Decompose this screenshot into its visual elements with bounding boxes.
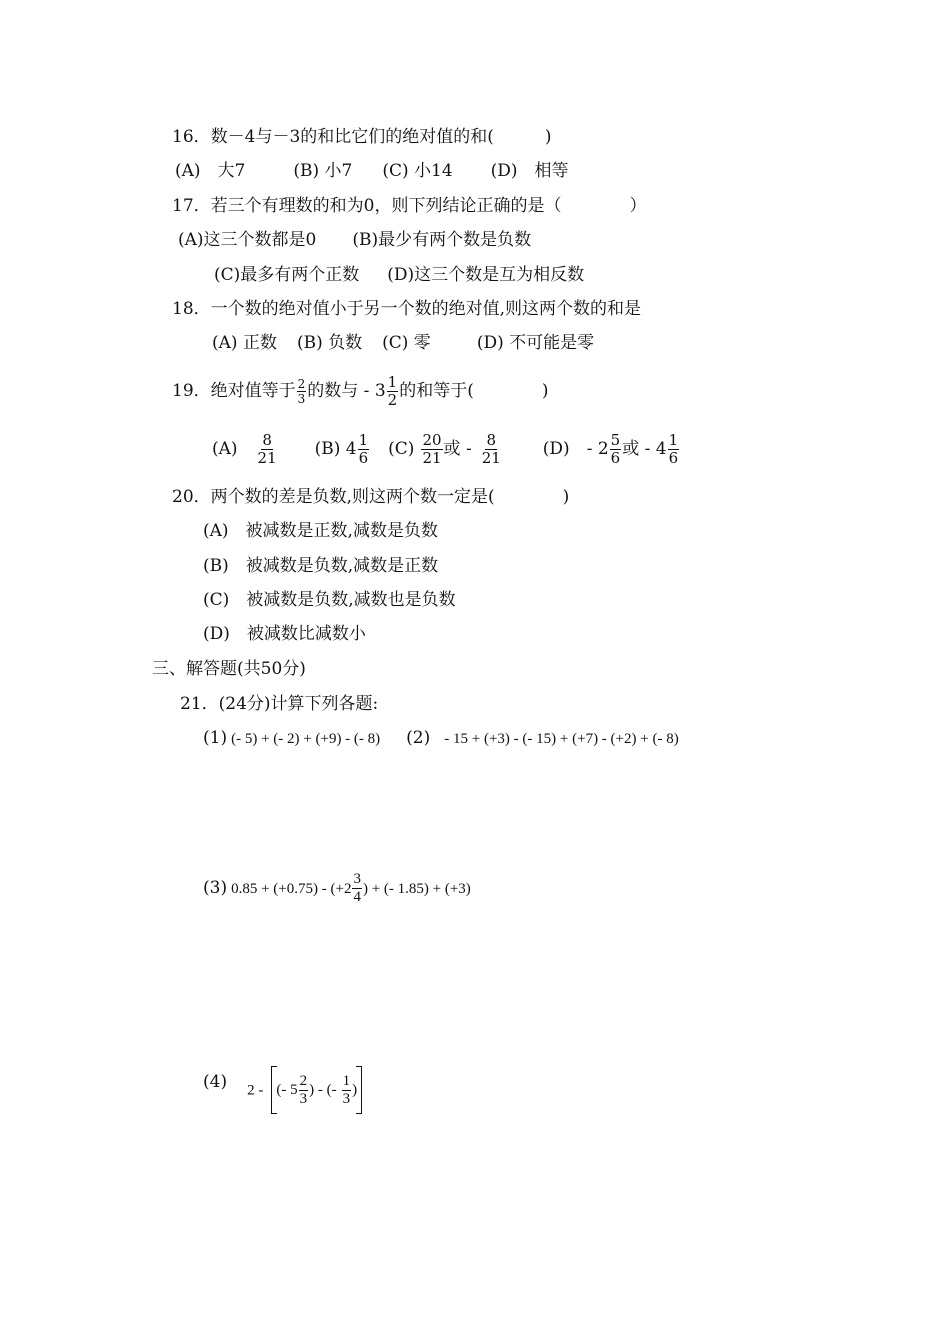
q20-option-c: (C) 被减数是负数,减数也是负数 [203,590,456,610]
q16-option-c: (C) 小14 [382,161,453,181]
q20-stem: 20．两个数的差是负数,则这两个数一定是( ) [172,487,570,507]
q19-option-b-label: (B) 4 [314,439,357,459]
q19-frac1-num: 2 [297,377,306,391]
q19-stem-post: 的和等于( ) [399,381,549,401]
q19-frac2-den: 2 [387,391,398,409]
q21-part-3 [203,868,471,909]
q19-option-d-fraction-1 [610,433,622,466]
q19-option-c-fraction-1 [421,433,442,466]
q21-part4-expr-pre: 2 - [247,1082,264,1099]
q17-option-d: (D)这三个数是互为相反数 [387,265,585,285]
q20-option-b: (B) 被减数是负数,减数是正数 [203,556,439,576]
q21-stem: 21．(24分)计算下列各题: [180,694,379,714]
q21-part4-in-post: ) [352,1082,358,1098]
q18-option-c: (C) 零 [382,333,431,353]
q21-part2-expression: - 15 + (+3) - (- 15) + (+7) - (+2) + (- 8) [444,731,679,747]
q21-part4-in-pre: (- 5 [276,1082,298,1098]
q20-option-d: (D) 被减数比减数小 [203,624,366,644]
q17-option-c: (C)最多有两个正数 [214,265,360,285]
q18-option-a: (A) 正数 [212,333,277,353]
q21-part4-fraction-2 [342,1074,352,1107]
q19-frac2-num: 1 [387,373,398,391]
q19-fraction-1 [297,378,307,405]
q21-part3-num: 3 [353,871,361,887]
q16-stem: 16．数－4与－3的和比它们的绝对值的和( ) [172,127,552,147]
q19-option-b-fraction [358,433,370,466]
q17-option-b: (B)最少有两个数是负数 [352,230,532,250]
q19-option-c-or: 或 - [443,439,472,459]
q19-opt-a-num: 8 [262,431,272,449]
q17-option-a: (A)这三个数都是0 [178,230,317,250]
q19-option-c-fraction-2 [481,433,502,466]
q19-option-a-label: (A) [212,439,238,459]
q19-stem [172,375,548,408]
q16-option-b: (B) 小7 [293,161,353,181]
q19-opt-d-den1: 6 [610,449,621,467]
q18-option-d: (D) 不可能是零 [476,333,595,353]
q21-part3-fraction [352,872,362,905]
q19-opt-c-num2: 8 [486,431,497,449]
section-3-title: 三、解答题(共50分) [152,659,306,679]
q21-part-4 [203,1066,362,1114]
q21-part3-den: 4 [353,889,361,905]
q17-options-row2 [214,264,584,286]
q19-opt-d-den2: 6 [668,449,679,467]
q18-stem: 18．一个数的绝对值小于另一个数的绝对值,则这两个数的和是 [172,299,642,319]
q16-options [175,160,569,182]
q16-option-d: (D) 相等 [490,161,569,181]
q19-opt-b-num: 1 [358,431,369,449]
q19-option-d-label: (D) - 2 [542,439,609,459]
q18-option-b: (B) 负数 [296,333,363,353]
q19-option-d-fraction-2 [668,433,680,466]
q19-stem-pre: 19．绝对值等于 [172,381,296,401]
q21-part4-den2: 3 [342,1091,351,1108]
q19-stem-mid: 的数与 - 3 [307,381,386,401]
q19-option-c-label: (C) [388,439,415,459]
q19-opt-d-num1: 5 [610,431,621,449]
q19-fraction-2 [387,375,399,408]
q21-part4-in-mid: ) - (- [309,1082,337,1098]
q19-opt-b-den: 6 [358,449,369,467]
q20-option-a: (A) 被减数是正数,减数是负数 [203,521,438,541]
q19-opt-c-num1: 20 [422,431,442,449]
q19-options [212,432,680,466]
q21-part4-bracket [271,1066,362,1114]
q21-part3-expr-pre: 0.85 + (+0.75) - (+2 [231,881,352,897]
q21-part1-expression: (- 5) + (- 2) + (+9) - (- 8) [231,731,381,747]
q19-opt-c-den2: 21 [481,449,501,467]
q21-part4-fraction-1 [299,1074,309,1107]
q21-part3-label: (3) [203,878,228,898]
q21-part4-num2: 1 [342,1073,351,1090]
q17-options-row1 [178,229,531,251]
q19-opt-d-num2: 1 [668,431,679,449]
q18-options [212,332,594,354]
q21-part4-num1: 2 [299,1073,308,1090]
q21-part1-label: (1) [203,728,228,748]
q19-option-d-or: 或 - 4 [622,439,667,459]
q21-part4-label: (4) [203,1072,228,1092]
q21-part3-expr-post: ) + (- 1.85) + (+3) [362,881,471,897]
q21-part4-den1: 3 [299,1091,308,1108]
q17-stem: 17．若三个有理数的和为0，则下列结论正确的是（ ） [172,196,647,216]
q16-option-a: (A) 大7 [175,161,246,181]
q19-frac1-den: 3 [297,392,306,406]
q19-opt-a-den: 21 [257,449,277,467]
q19-opt-c-den1: 21 [422,449,442,467]
q21-part2-label: (2) [406,728,431,748]
q21-part-1-2 [203,727,679,750]
q19-option-a-fraction [257,433,278,466]
